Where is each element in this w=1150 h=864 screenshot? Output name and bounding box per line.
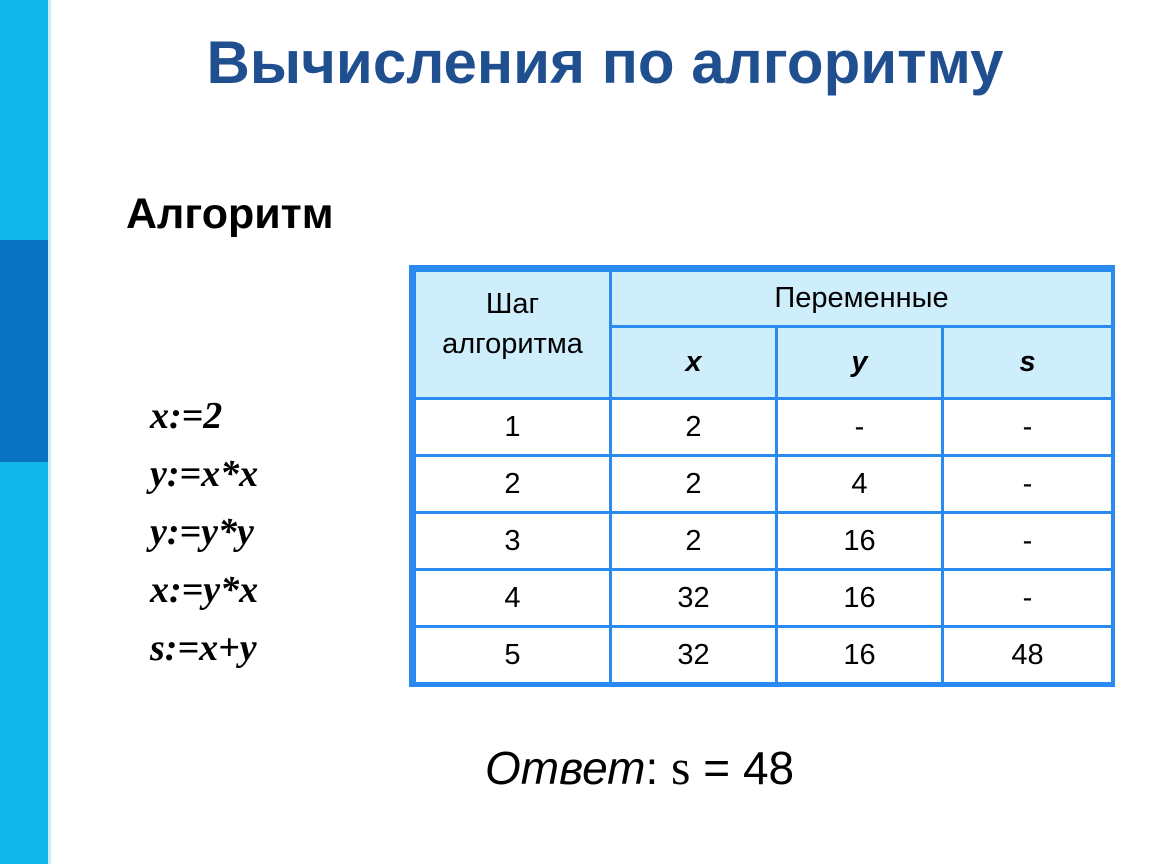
x-cell: 2 [611, 399, 777, 456]
left-decor-band [0, 240, 48, 462]
algorithm-line: y:=x*x [150, 453, 259, 495]
var-header-y: y [777, 327, 943, 399]
step-cell: 5 [415, 627, 611, 684]
var-header-s: s [943, 327, 1113, 399]
y-cell: - [777, 399, 943, 456]
answer-line [485, 738, 794, 796]
left-decor-line [48, 0, 51, 864]
step-cell: 3 [415, 513, 611, 570]
algorithm-heading: Алгоритм [126, 190, 334, 238]
variables-header: Переменные [611, 271, 1113, 327]
table-row [415, 513, 1113, 570]
answer-colon: : [645, 742, 659, 794]
var-header-x: x [611, 327, 777, 399]
algorithm-line: x:=y*x [150, 569, 259, 611]
s-cell: - [943, 513, 1113, 570]
algorithm-code [150, 392, 258, 682]
algorithm-line: y:=y*y [150, 511, 254, 553]
step-header: Шаг алгоритма [415, 271, 611, 399]
step-cell: 2 [415, 456, 611, 513]
x-cell: 2 [611, 513, 777, 570]
step-cell: 4 [415, 570, 611, 627]
slide-title: Вычисления по алгоритму [206, 29, 1004, 96]
table-row [415, 456, 1113, 513]
trace-table [413, 269, 1114, 685]
answer-value: 48 [742, 742, 795, 794]
algorithm-line: x:=2 [150, 395, 223, 437]
x-cell: 32 [611, 570, 777, 627]
y-cell: 16 [777, 513, 943, 570]
answer-label: Ответ [485, 742, 646, 794]
s-cell: 48 [943, 627, 1113, 684]
x-cell: 32 [611, 627, 777, 684]
algorithm-line: s:=x+y [150, 627, 257, 669]
answer-equals: = [690, 742, 743, 794]
s-cell: - [943, 399, 1113, 456]
table-row [415, 570, 1113, 627]
answer-variable: s [671, 739, 691, 795]
table-row [415, 399, 1113, 456]
y-cell: 16 [777, 627, 943, 684]
x-cell: 2 [611, 456, 777, 513]
table-row [415, 627, 1113, 684]
step-cell: 1 [415, 399, 611, 456]
s-cell: - [943, 570, 1113, 627]
s-cell: - [943, 456, 1113, 513]
y-cell: 16 [777, 570, 943, 627]
trace-table-frame [409, 265, 1115, 687]
y-cell: 4 [777, 456, 943, 513]
